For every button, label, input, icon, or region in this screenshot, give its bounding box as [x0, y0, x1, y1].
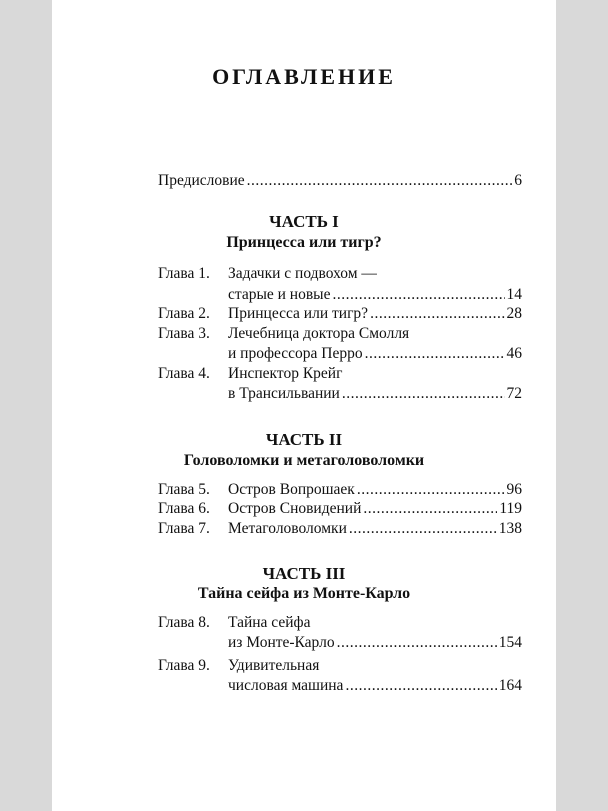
chapter-number: Глава 7. — [158, 520, 210, 537]
dot-leader — [370, 305, 504, 323]
dot-leader — [337, 634, 497, 652]
part-3-heading: ЧАСТЬ III — [262, 564, 346, 583]
toc-page-number: 164 — [498, 677, 522, 694]
book-page — [52, 0, 556, 811]
chapter-title-line2: в Трансильвании — [228, 385, 340, 402]
toc-label: Предисловие — [158, 172, 245, 189]
part-2-subtitle: Головоломки и метаголоволомки — [183, 452, 425, 469]
chapter-title-line2: и профессора Перро — [228, 345, 363, 362]
chapter-number: Глава 5. — [158, 481, 210, 498]
chapter-number: Глава 1. — [158, 265, 210, 282]
chapter-title-line1: Остров Вопрошаек — [228, 481, 355, 498]
chapter-title-line1: Принцесса или тигр? — [228, 305, 369, 322]
chapter-title-line2: старые и новые — [228, 286, 331, 303]
dot-leader — [332, 286, 504, 304]
toc-page-number: 46 — [506, 345, 522, 362]
part-1-heading: ЧАСТЬ I — [269, 212, 339, 231]
page-title: ОГЛАВЛЕНИЕ — [212, 64, 396, 89]
toc-page-number: 6 — [514, 172, 522, 189]
chapter-number: Глава 3. — [158, 325, 210, 342]
toc-page-number: 119 — [499, 500, 522, 517]
chapter-title-line1: Инспектор Крейг — [228, 365, 343, 382]
dot-leader — [349, 520, 497, 538]
chapter-title-line1: Задачки с подвохом — — [228, 265, 377, 282]
chapter-title-line1: Лечебница доктора Смолля — [228, 325, 410, 342]
dot-leader — [365, 345, 505, 363]
part-2-heading: ЧАСТЬ II — [265, 430, 343, 449]
chapter-title-line1: Остров Сновидений — [228, 500, 362, 517]
chapter-number: Глава 9. — [158, 657, 210, 674]
toc-page-number: 72 — [506, 385, 522, 402]
chapter-number: Глава 4. — [158, 365, 210, 382]
dot-leader — [357, 481, 505, 499]
chapter-number: Глава 2. — [158, 305, 210, 322]
part-3-subtitle: Тайна сейфа из Монте-Карло — [197, 585, 411, 602]
toc-page-number: 138 — [498, 520, 522, 537]
dot-leader — [247, 172, 513, 190]
chapter-title-line2: числовая машина — [228, 677, 344, 694]
toc-page-number: 96 — [506, 481, 522, 498]
toc-page-number: 154 — [498, 634, 522, 651]
chapter-title-line1: Метаголоволомки — [228, 520, 347, 537]
dot-leader — [363, 500, 497, 518]
chapter-title-line1: Удивительная — [228, 657, 320, 674]
chapter-number: Глава 6. — [158, 500, 210, 517]
toc-page-number: 28 — [506, 305, 522, 322]
chapter-title-line1: Тайна сейфа — [228, 614, 311, 631]
part-1-subtitle: Принцесса или тигр? — [226, 234, 382, 251]
dot-leader — [345, 677, 496, 695]
toc-page-number: 14 — [506, 286, 522, 303]
dot-leader — [342, 385, 505, 403]
chapter-number: Глава 8. — [158, 614, 210, 631]
toc-entry-preface[interactable] — [158, 172, 522, 190]
chapter-title-line2: из Монте-Карло — [228, 634, 335, 651]
